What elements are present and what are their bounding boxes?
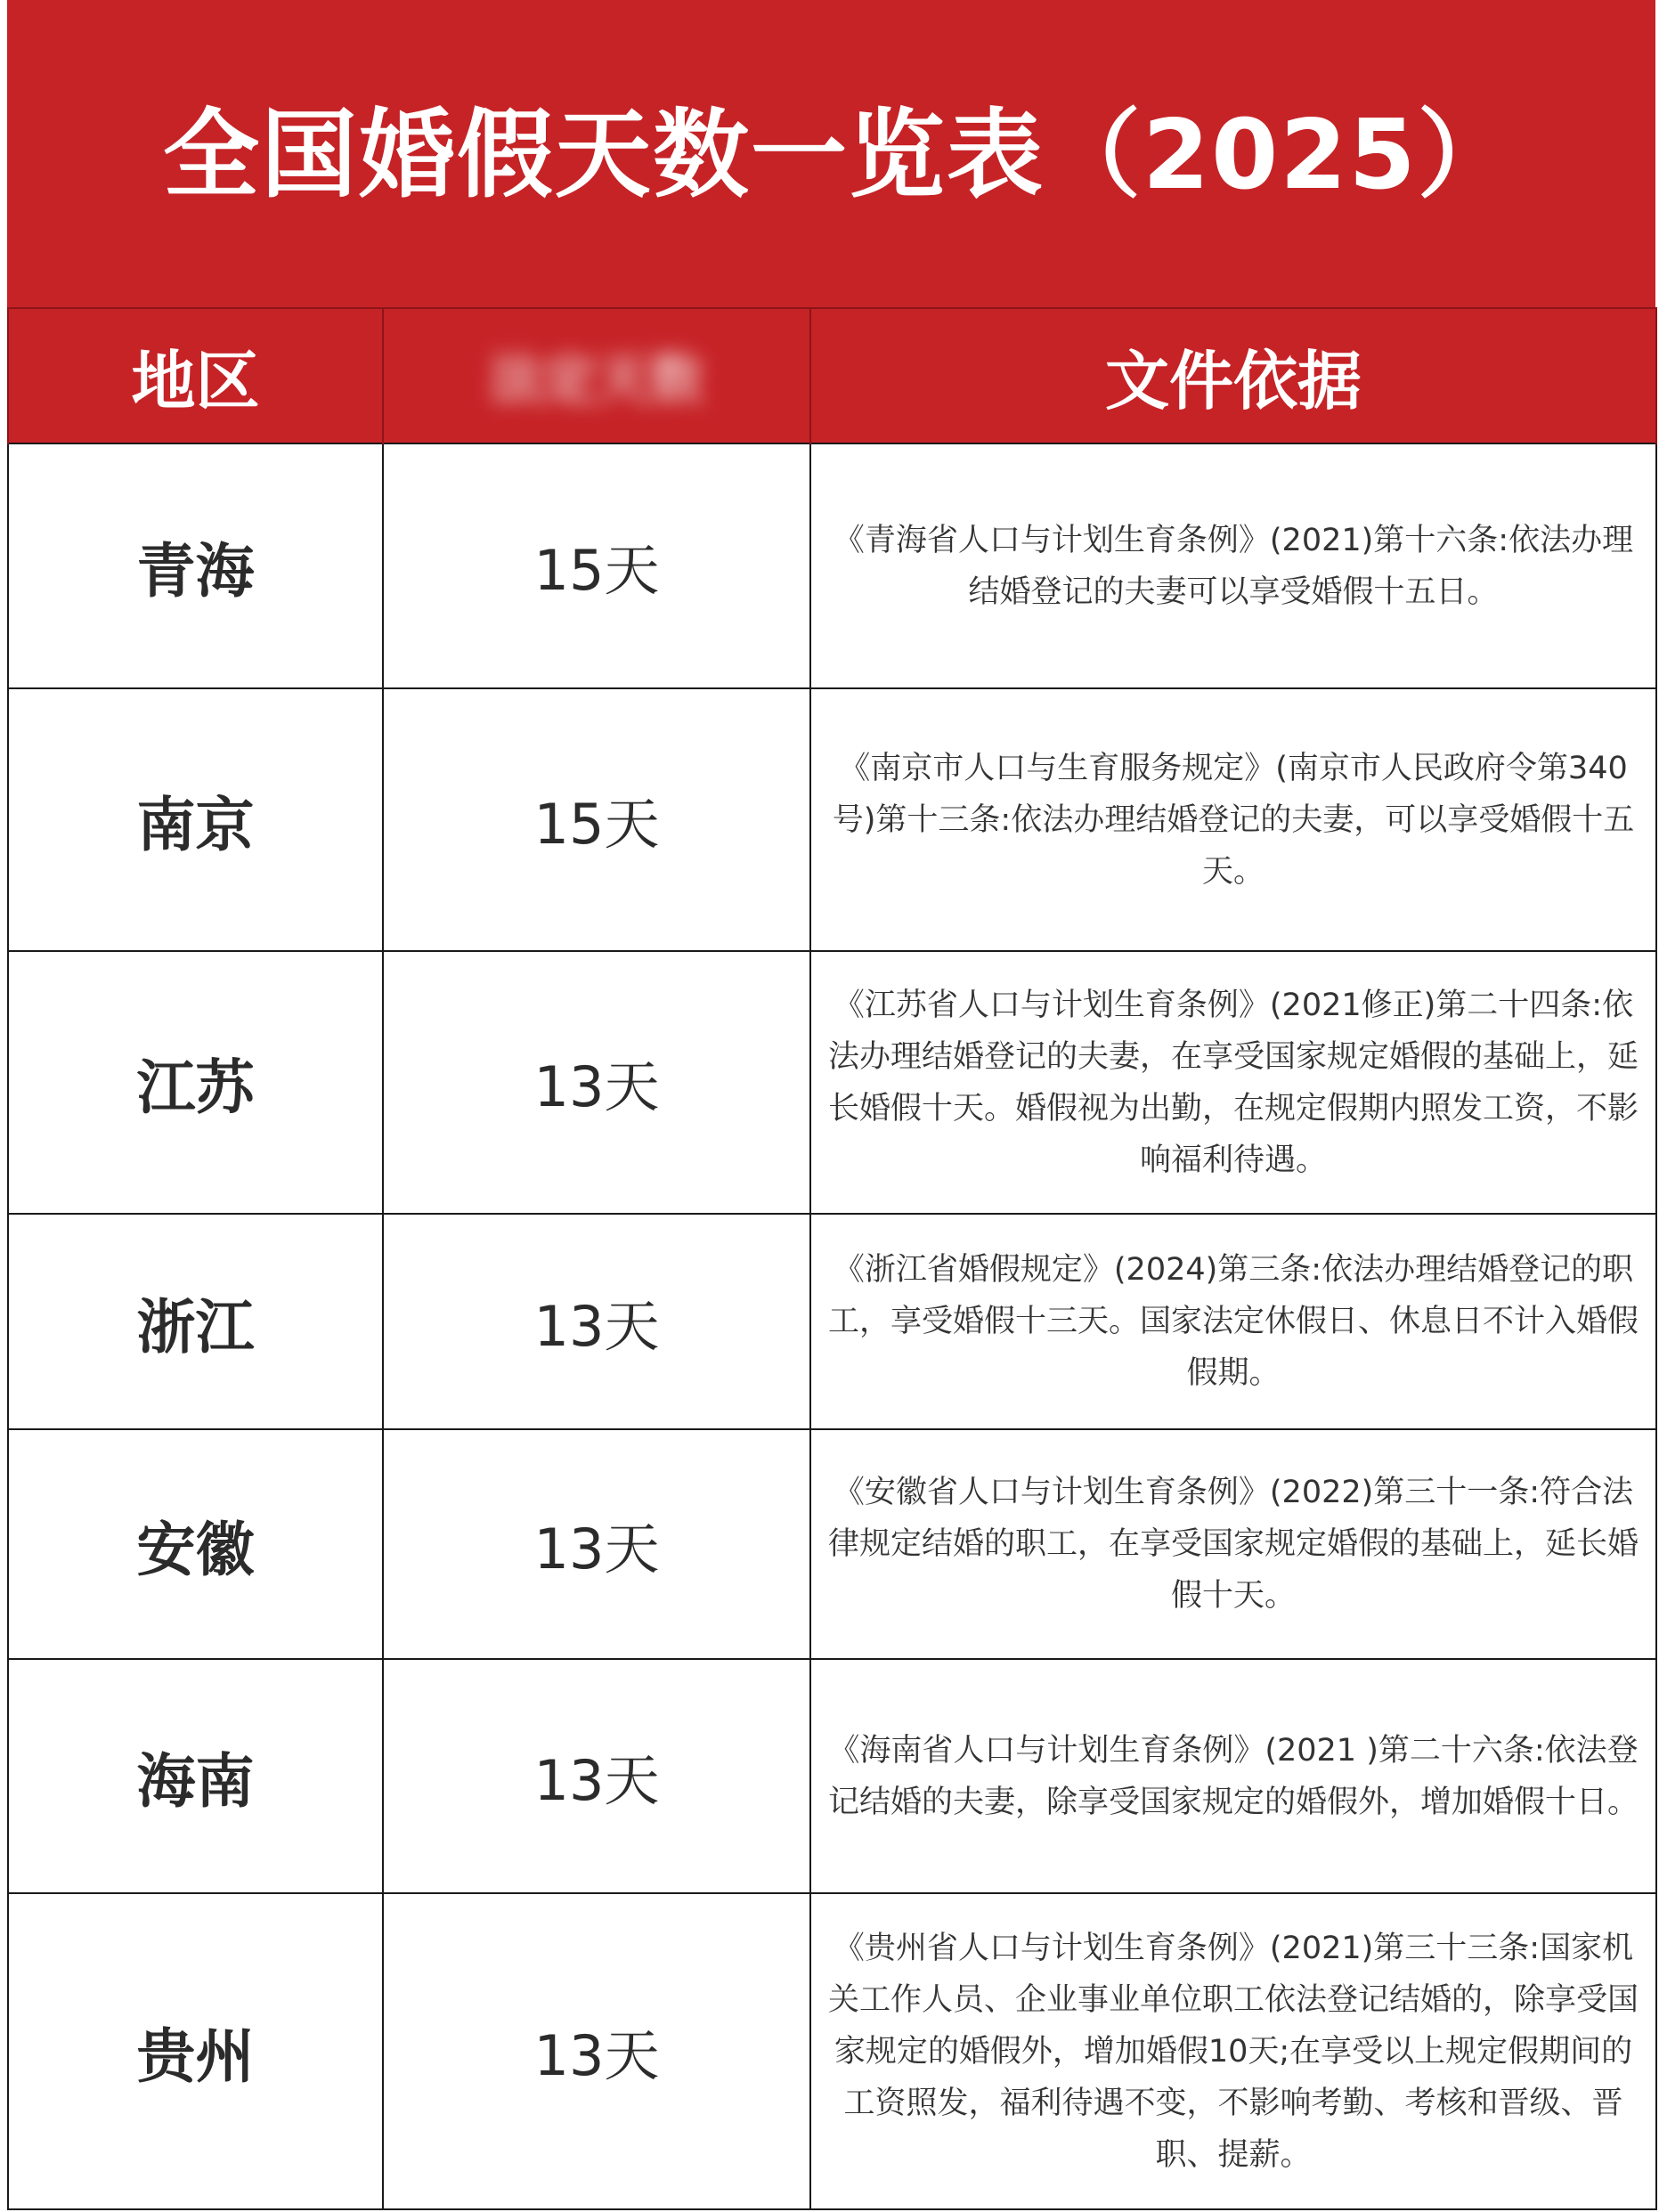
region-cell: 安徽	[8, 1429, 383, 1659]
days-cell: 13天	[383, 1214, 810, 1429]
days-cell: 15天	[383, 443, 810, 688]
basis-text: 《青海省人口与计划生育条例》(2021)第十六条:依法办理结婚登记的夫妻可以享受婚假十五日。	[833, 522, 1634, 610]
table-row	[8, 951, 1656, 1214]
table-row	[8, 1659, 1656, 1893]
table-row	[8, 1429, 1656, 1659]
days-cell: 13天	[383, 951, 810, 1214]
title-banner	[7, 0, 1655, 307]
header-basis: 文件依据	[810, 308, 1656, 443]
table-row	[8, 688, 1656, 951]
table-header-row	[8, 308, 1656, 443]
region-cell: 海南	[8, 1659, 383, 1893]
region-cell: 青海	[8, 443, 383, 688]
table-row	[8, 1214, 1656, 1429]
table-row	[8, 1893, 1656, 2209]
basis-text: 《浙江省婚假规定》(2024)第三条:依法办理结婚登记的职工，享受婚假十三天。国家法定休假日、休息日不计入婚假假期。	[827, 1252, 1639, 1391]
basis-text: 《安徽省人口与计划生育条例》(2022)第三十一条:符合法律规定结婚的职工，在享受国家规定婚假的基础上，延长婚假十天。	[827, 1475, 1639, 1614]
table-row	[8, 443, 1656, 688]
basis-text: 《贵州省人口与计划生育条例》(2021)第三十三条:国家机关工作人员、企业事业单位职工依法登记结婚的，除享受国家规定的婚假外，增加婚假10天;在享受以上规定假期间的工资照发，福利待遇不变，不影响考勤、考核和晋级、晋职、提薪。	[827, 1930, 1639, 2173]
region-cell: 江苏	[8, 951, 383, 1214]
region-cell: 浙江	[8, 1214, 383, 1429]
basis-cell	[810, 1893, 1656, 2209]
days-cell: 13天	[383, 1659, 810, 1893]
header-days-label: 法定天数	[490, 349, 703, 411]
days-cell: 15天	[383, 688, 810, 951]
basis-cell	[810, 1214, 1656, 1429]
basis-text: 《江苏省人口与计划生育条例》(2021修正)第二十四条:依法办理结婚登记的夫妻，在享受国家规定婚假的基础上，延长婚假十天。婚假视为出勤，在规定假期内照发工资，不影响福利待遇。	[827, 987, 1639, 1178]
marriage-leave-table	[7, 307, 1657, 2210]
basis-cell	[810, 1659, 1656, 1893]
basis-cell	[810, 688, 1656, 951]
basis-text: 《海南省人口与计划生育条例》(2021 )第二十六条:依法登记结婚的夫妻，除享受国家规定的婚假外，增加婚假十日。	[827, 1732, 1639, 1820]
header-days	[383, 308, 810, 443]
days-cell: 13天	[383, 1429, 810, 1659]
marriage-leave-sheet	[7, 0, 1655, 2212]
region-cell: 南京	[8, 688, 383, 951]
basis-cell	[810, 443, 1656, 688]
page-title: 全国婚假天数一览表（2025）	[163, 100, 1516, 211]
days-cell: 13天	[383, 1893, 810, 2209]
region-cell: 贵州	[8, 1893, 383, 2209]
basis-cell	[810, 1429, 1656, 1659]
basis-text: 《南京市人口与生育服务规定》(南京市人民政府令第340号)第十三条:依法办理结婚登记的夫妻，可以享受婚假十五天。	[832, 750, 1635, 890]
basis-cell	[810, 951, 1656, 1214]
header-region: 地区	[8, 308, 383, 443]
